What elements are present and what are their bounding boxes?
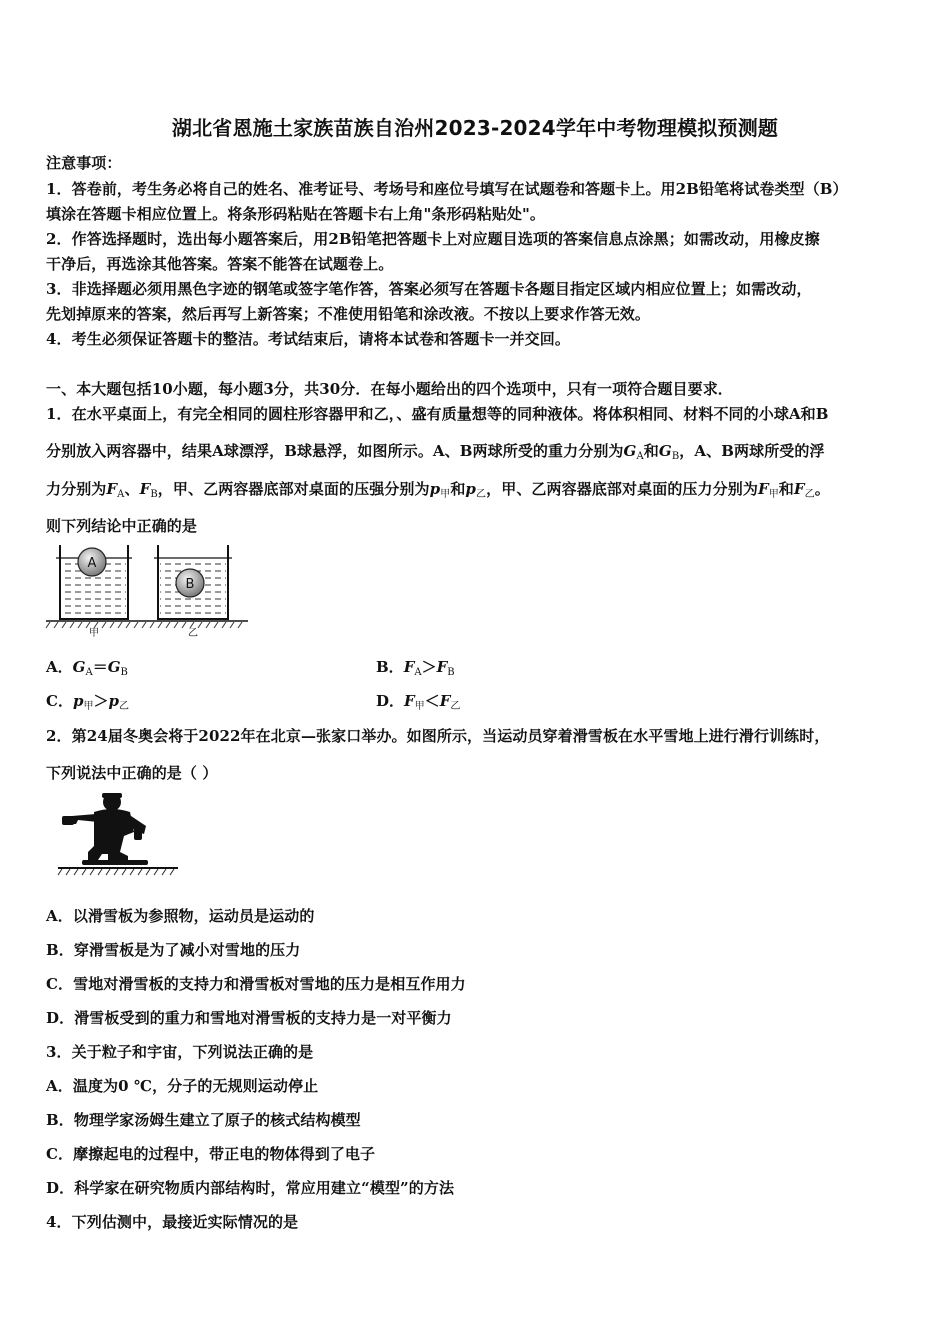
q3-option-c[interactable]: C．摩擦起电的过程中，带正电的物体得到了电子 [46,1145,376,1163]
ball-a-label: A [87,556,97,571]
page-title: 湖北省恩施土家族苗族自治州2023-2024学年中考物理模拟预测题 [171,116,779,140]
q1-stem-line: 1．在水平桌面上，有完全相同的圆柱形容器甲和乙，、盛有质量想等的同种液体。将体积相同、材料不同的小球A和B [46,405,829,423]
q1-option-c[interactable]: C．$p_甲>p_乙$ [46,692,129,712]
q1-stem-line: 力分别为$F_A$、$F_B$，甲、乙两容器底部对桌面的压强分别为$p_甲$和$p_乙$，甲、乙两容器底部对桌面的压力分别为$F_甲$和$F_乙$。 [46,480,830,500]
notice-heading: 注意事项： [46,154,122,172]
q2-option-c[interactable]: C．雪地对滑雪板的支持力和滑雪板对雪地的压力是相互作用力 [46,975,466,993]
q1-option-b[interactable]: B．$F_A>F_B$ [376,658,455,678]
label-yi: 乙 [188,628,198,639]
q1-stem-line: 则下列结论中正确的是 [46,517,198,535]
ground-hatching [58,869,174,875]
skier-figure [54,790,184,876]
q3-stem: 3．关于粒子和宇宙，下列说法正确的是 [46,1043,314,1061]
notice-line: 干净后，再选涂其他答案。答案不能答在试题卷上。 [46,255,394,273]
section-heading: 一、本大题包括10小题，每小题3分，共30分．在每小题给出的四个选项中，只有一项符合题目要求． [46,380,733,398]
q2-option-a[interactable]: A．以滑雪板为参照物，运动员是运动的 [46,907,315,925]
notice-line: 2．作答选择题时，选出每小题答案后，用2B铅笔把答题卡上对应题目选项的答案信息点涂黑；如需改动，用橡皮擦 [46,230,820,248]
q2-option-d[interactable]: D．滑雪板受到的重力和雪地对滑雪板的支持力是一对平衡力 [46,1009,452,1027]
q3-option-a[interactable]: A．温度为0 ℃，分子的无规则运动停止 [46,1077,319,1095]
table-hatching [46,622,242,628]
q3-option-b[interactable]: B．物理学家汤姆生建立了原子的核式结构模型 [46,1111,361,1129]
skier-silhouette [62,793,146,862]
notice-line: 4．考生必须保证答题卡的整洁。考试结束后，请将本试卷和答题卡一并交回。 [46,330,570,348]
q4-stem: 4．下列估测中，最接近实际情况的是 [46,1213,299,1231]
q2-stem-line: 2．第24届冬奥会将于2022年在北京—张家口举办。如图所示，当运动员穿着滑雪板在水平雪地上进行滑行训练时， [46,727,830,745]
notice-line: 1．答卷前，考生务必将自己的姓名、准考证号、考场号和座位号填写在试题卷和答题卡上。用2B铅笔将试卷类型（B） [46,180,848,198]
ball-b-label: B [185,577,195,592]
label-jia: 甲 [89,628,99,639]
q1-option-a[interactable]: A．$G_A=G_B$ [46,658,128,678]
notice-line: 先划掉原来的答案，然后再写上新答案；不准使用铅笔和涂改液。不按以上要求作答无效。 [46,305,651,323]
containers-figure [44,540,250,640]
q2-option-b[interactable]: B．穿滑雪板是为了减小对雪地的压力 [46,941,301,959]
q1-option-d[interactable]: D．$F_甲<F_乙$ [376,692,461,712]
notice-line: 3．非选择题必须用黑色字迹的钢笔或签字笔作答，答案必须写在答题卡各题目指定区域内相应位置上；如需改动， [46,280,812,298]
q1-stem-line: 分别放入两容器中，结果A球漂浮，B球悬浮，如图所示。A、B两球所受的重力分别为$G_A$和$G_B$，A、B两球所受的浮 [46,442,825,462]
q2-stem-line: 下列说法中正确的是（ ） [46,764,218,782]
q3-option-d[interactable]: D．科学家在研究物质内部结构时，常应用建立“模型”的方法 [46,1179,455,1197]
notice-line: 填涂在答题卡相应位置上。将条形码粘贴在答题卡右上角"条形码粘贴处"。 [46,205,546,223]
snowboard [82,860,148,865]
